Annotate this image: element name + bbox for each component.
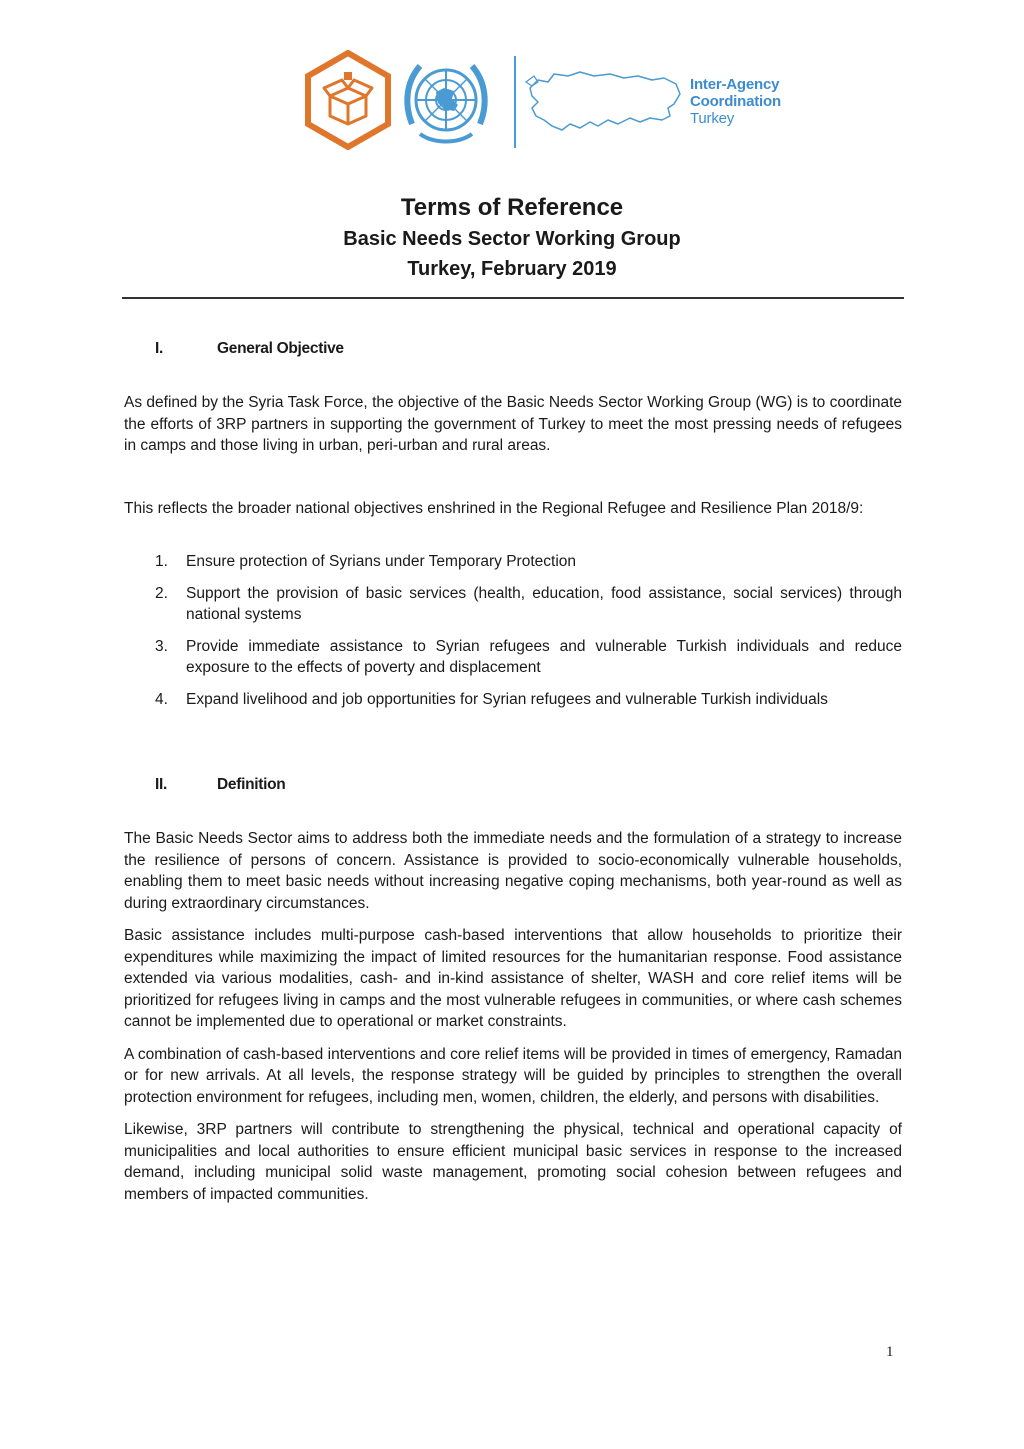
section-heading-definition [155, 776, 285, 794]
definition-paragraphs [124, 828, 902, 1205]
objectives-list [155, 551, 902, 720]
list-item-number: 2. [155, 584, 168, 602]
un-emblem-logo [400, 54, 492, 146]
logo-text-line3: Turkey [690, 110, 735, 127]
paragraph: This reflects the broader national objectives enshrined in the Regional Refugee and Resilience Plan 2018/9: [124, 500, 864, 517]
section-title: General Objective [217, 340, 344, 357]
logo-text-line2: Coordination [690, 93, 781, 110]
title-divider [122, 297, 904, 299]
document-subtitle: Basic Needs Sector Working Group [343, 228, 681, 250]
list-item [155, 551, 902, 573]
paragraph-objective [124, 392, 902, 457]
list-item-number: 4. [155, 690, 168, 708]
document-title: Terms of Reference [400, 194, 624, 221]
document-date: Turkey, February 2019 [407, 258, 617, 280]
document-title-block [0, 192, 1024, 284]
section-title: Definition [217, 776, 286, 793]
list-item-number: 3. [155, 637, 168, 655]
page-number: 1 [886, 1344, 894, 1360]
list-item-text: Support the provision of basic services (health, education, food assistance, social services) through national systems [186, 584, 902, 623]
section-number: II. [155, 776, 168, 793]
list-item-text: Provide immediate assistance to Syrian refugees and vulnerable Turkish individuals and reduce exposure to the effects of poverty and displacement [186, 637, 902, 676]
list-item [155, 636, 902, 679]
paragraph: A combination of cash-based interventions and core relief items will be provided in times of emergency, Ramadan or for new arrivals. At all levels, the response strategy will be guided by principles to strengthen the overall protection environment for refugees, including men, women, children, the elderly, and persons with disabilities. [124, 1045, 902, 1106]
paragraph: Basic assistance includes multi-purpose cash-based interventions that allow households to prioritize their expenditures while maximizing the impact of limited resources for the humanitarian response. Food assistance extended via various modalities, cash- and in-kind assistance of shelter, WASH and core relief items will be prioritized for refugees living in camps and the most vulnerable refugees in communities, or where cash schemes cannot be implemented due to operational or market constraints. [124, 927, 902, 1030]
paragraph: As defined by the Syria Task Force, the objective of the Basic Needs Sector Working Group (WG) is to coordinate the efforts of 3RP partners in supporting the government of Turkey to meet the most pressing needs of refugees in camps and those living in urban, peri-urban and rural areas. [124, 394, 902, 454]
list-item-text: Ensure protection of Syrians under Temporary Protection [186, 553, 576, 570]
section-heading-general-objective [155, 340, 344, 358]
list-item-number: 1. [155, 553, 168, 570]
paragraph-broader-objectives [124, 498, 902, 520]
section-number: I. [155, 340, 164, 357]
paragraph: Likewise, 3RP partners will contribute to strengthening the physical, technical and operational capacity of municipalities and local authorities to ensure efficient municipal basic services in response to the increased demand, including municipal solid waste management, promoting social cohesion between refugees and members of impacted communities. [124, 1121, 902, 1203]
turkey-map-outline [524, 64, 684, 136]
logo-text-line1: Inter-Agency [690, 76, 780, 93]
inter-agency-logo-text [690, 76, 781, 127]
list-item [155, 583, 902, 626]
header-logos [300, 50, 800, 150]
list-item [155, 689, 902, 711]
logo-divider [514, 56, 516, 148]
paragraph: The Basic Needs Sector aims to address both the immediate needs and the formulation of a strategy to increase the resilience of persons of concern. Assistance is provided to socio-economically vulnerable households, enabling them to meet basic needs without increasing negative coping mechanisms, both year-round as well as during extraordinary circumstances. [124, 830, 902, 912]
list-item-text: Expand livelihood and job opportunities for Syrian refugees and vulnerable Turkish individuals [186, 690, 828, 708]
3rp-box-hexagon-logo [304, 50, 392, 150]
